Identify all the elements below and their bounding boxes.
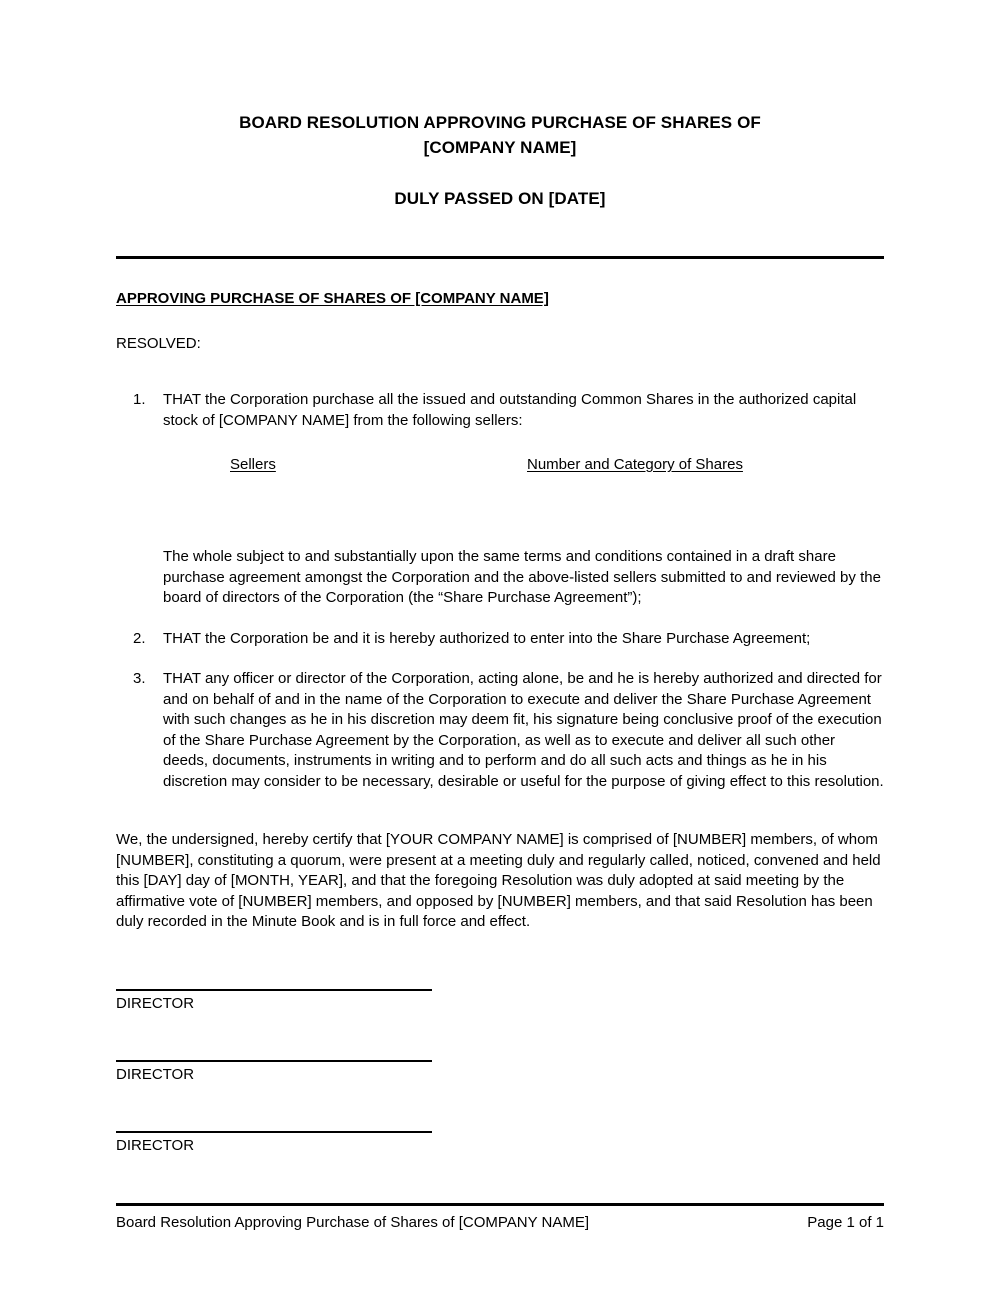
column-header-shares: Number and Category of Shares xyxy=(527,456,743,473)
signature-section xyxy=(116,989,884,1156)
resolution-text: THAT any officer or director of the Corporation, acting alone, be and he is hereby authorized and directed for and on behalf of and in the name of the Corporation to execute and deliver the Share Purchase Agreement with such changes as he in his discretion may deem fit, his signature being conclusive proof of the execution of the Share Purchase Agreement by the Corporation, as well as to execute and deliver all such other deeds, documents, instruments in writing and to perform and do all such acts and things as he in his discretion may consider to be necessary, desirable or useful for the purpose of giving effect to this resolution. xyxy=(163,670,884,790)
column-header-sellers: Sellers xyxy=(230,456,276,473)
subparagraph-terms: The whole subject to and substantially upon the same terms and conditions contained in a draft share purchase agreement amongst the Corporation and the above-listed sellers submitted to and reviewed by the board of directors of the Corporation (the “Share Purchase Agreement”); xyxy=(163,548,881,606)
sellers-table-header xyxy=(163,455,863,477)
signature-block xyxy=(116,1131,884,1156)
signature-line[interactable] xyxy=(116,1060,432,1062)
document-title-block xyxy=(116,0,884,211)
resolution-number: 1. xyxy=(133,391,146,408)
footer-page-number: Page 1 of 1 xyxy=(807,1214,884,1231)
header-divider xyxy=(116,256,884,259)
signature-block xyxy=(116,1060,884,1085)
resolutions-list xyxy=(116,390,884,792)
resolution-number: 2. xyxy=(133,629,146,647)
signature-label: DIRECTOR xyxy=(116,1065,195,1083)
resolved-label: RESOLVED: xyxy=(116,334,201,352)
resolution-text: THAT the Corporation purchase all the issued and outstanding Common Shares in the authorized capital stock of [COMPANY NAME] from the following sellers: xyxy=(163,391,857,429)
footer-document-name: Board Resolution Approving Purchase of Shares of [COMPANY NAME] xyxy=(116,1214,590,1231)
resolution-item xyxy=(116,669,884,792)
footer-divider xyxy=(116,1203,884,1206)
page-title xyxy=(116,110,884,160)
sellers-table-rows xyxy=(116,477,884,517)
footer-row xyxy=(116,1213,884,1233)
page-footer xyxy=(116,1203,884,1233)
document-body xyxy=(116,289,884,1156)
document-page xyxy=(116,0,884,1290)
resolution-text: THAT the Corporation be and it is hereby authorized to enter into the Share Purchase Agreement; xyxy=(163,629,811,647)
resolution-item xyxy=(116,390,884,431)
document-title-line-1: BOARD RESOLUTION APPROVING PURCHASE OF SHARES OF xyxy=(239,113,761,132)
signature-line[interactable] xyxy=(116,989,432,991)
certification-paragraph: We, the undersigned, hereby certify that [YOUR COMPANY NAME] is comprised of [NUMBER] members, of whom [NUMBER], constituting a quorum, were present at a meeting duly and regularly called, noticed, convened and held this [DAY] day of [MONTH, YEAR], and that the foregoing Resolution was duly adopted at said meeting by the affirmative vote of [NUMBER] members, and opposed by [NUMBER] members, and that said Resolution has been duly recorded in the Minute Book and is in full force and effect. xyxy=(116,831,881,930)
document-subtitle: DULY PASSED ON [DATE] xyxy=(394,189,606,208)
signature-block xyxy=(116,989,884,1014)
signature-label: DIRECTOR xyxy=(116,994,195,1012)
resolution-number: 3. xyxy=(133,670,146,687)
resolution-item xyxy=(116,629,884,650)
section-heading: APPROVING PURCHASE OF SHARES OF [COMPANY NAME] xyxy=(116,290,549,307)
signature-line[interactable] xyxy=(116,1131,432,1133)
signature-label: DIRECTOR xyxy=(116,1136,195,1154)
document-title-line-2: [COMPANY NAME] xyxy=(423,138,577,157)
